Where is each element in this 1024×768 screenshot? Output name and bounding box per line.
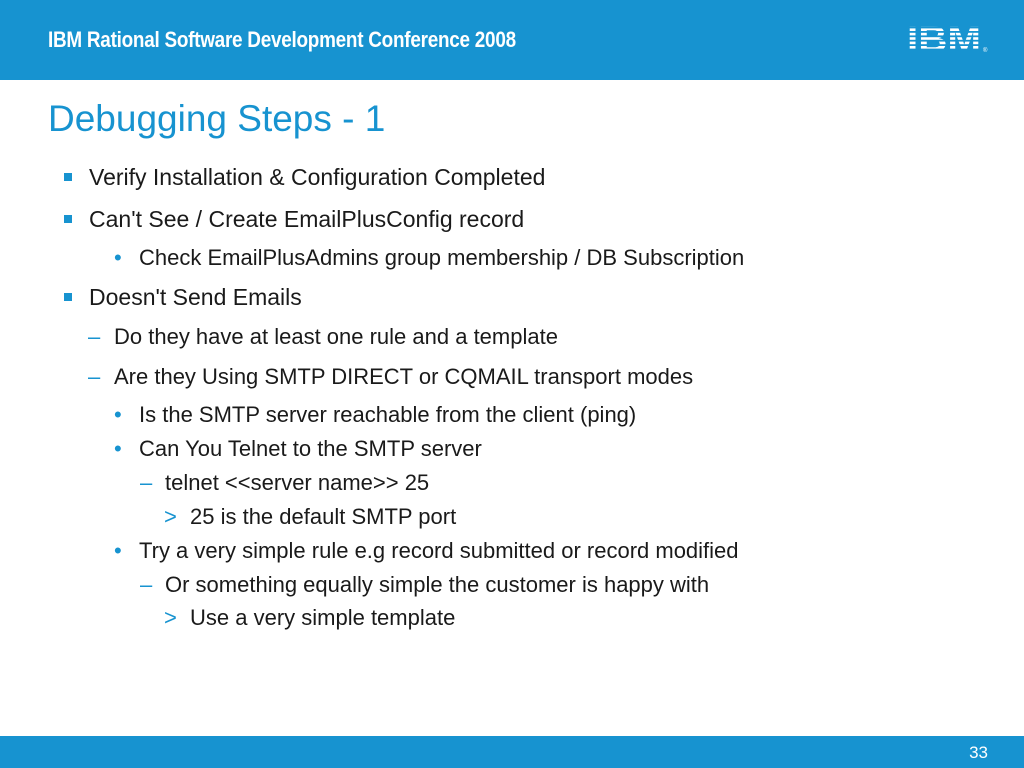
dot-bullet-icon: • xyxy=(114,436,122,461)
bullet-text: Do they have at least one rule and a template xyxy=(114,324,558,349)
chevron-right-icon: > xyxy=(164,504,177,529)
conference-title: IBM Rational Software Development Conference 2008 xyxy=(48,27,516,52)
bullet-line xyxy=(88,324,558,350)
bullet-line xyxy=(164,504,456,530)
svg-text:®: ® xyxy=(983,48,988,54)
bullet-line xyxy=(64,284,302,311)
bullet-line xyxy=(88,364,693,390)
dot-bullet-icon: • xyxy=(114,538,122,563)
bullet-line xyxy=(114,538,739,564)
dot-bullet-icon: • xyxy=(114,402,122,427)
chevron-right-icon: > xyxy=(164,605,177,630)
bullet-text: Can You Telnet to the SMTP server xyxy=(139,436,482,461)
page-number: 33 xyxy=(969,743,988,762)
bullet-text: Are they Using SMTP DIRECT or CQMAIL transport modes xyxy=(114,364,694,389)
bullet-line xyxy=(64,164,545,191)
bullet-text: Verify Installation & Configuration Completed xyxy=(89,164,546,190)
square-bullet-icon xyxy=(64,215,72,223)
footer-bar xyxy=(0,736,1024,768)
bullet-text: Try a very simple rule e.g record submitted or record modified xyxy=(139,538,739,563)
bullet-text: Doesn't Send Emails xyxy=(89,284,302,310)
ibm-logo xyxy=(906,21,988,55)
dot-bullet-icon: • xyxy=(114,245,122,270)
bullet-text: Or something equally simple the customer is happy with xyxy=(165,572,710,597)
bullet-line xyxy=(164,605,455,631)
bullet-line xyxy=(114,402,636,428)
bullet-line xyxy=(64,206,524,233)
dash-bullet-icon: – xyxy=(140,572,153,597)
slide-title: Debugging Steps - 1 xyxy=(48,98,386,139)
dash-bullet-icon: – xyxy=(88,364,101,389)
bullet-text: 25 is the default SMTP port xyxy=(190,504,457,529)
square-bullet-icon xyxy=(64,293,72,301)
bullet-text: telnet <<server name>> 25 xyxy=(165,470,430,495)
bullet-line xyxy=(114,245,744,271)
bullet-text: Can't See / Create EmailPlusConfig record xyxy=(89,206,525,232)
bullet-line xyxy=(114,436,482,462)
bullet-text: Check EmailPlusAdmins group membership / DB Subscription xyxy=(139,245,745,270)
bullet-line xyxy=(140,572,709,598)
square-bullet-icon xyxy=(64,173,72,181)
bullet-line xyxy=(140,470,429,496)
dash-bullet-icon: – xyxy=(88,324,101,349)
bullet-text: Is the SMTP server reachable from the client (ping) xyxy=(139,402,637,427)
bullet-text: Use a very simple template xyxy=(190,605,456,630)
dash-bullet-icon: – xyxy=(140,470,153,495)
